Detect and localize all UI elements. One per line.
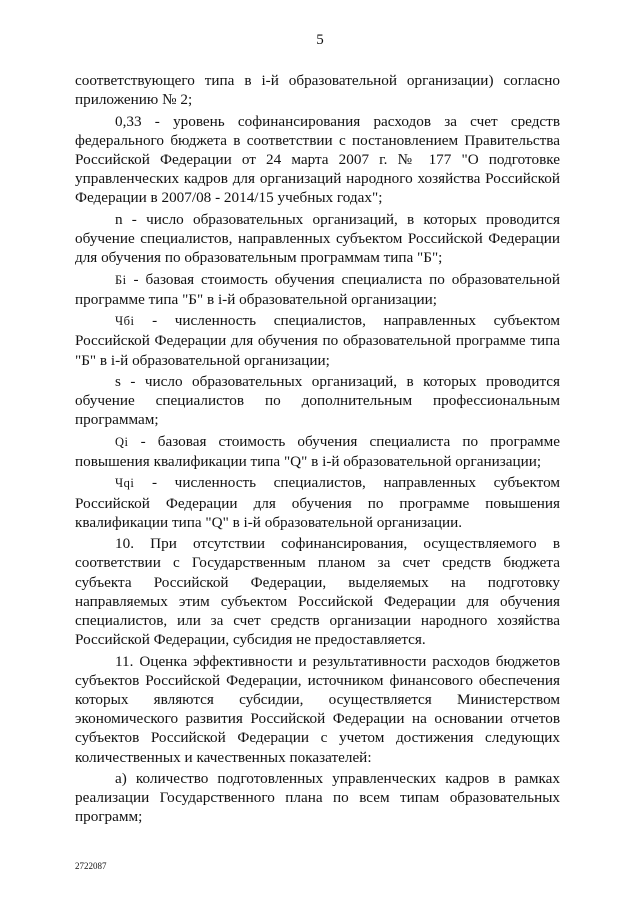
page-number: 5 [316, 32, 324, 48]
paragraph: 11. Оценка эффективности и результативности расходов бюджетов субъектов Российской Федерации, источником финансового обеспечения которых являются субсидии, осуществляется Министерством экономического развития Российской Федерации на основании отчетов субъектов Российской Федерации с учетом достижения следующих количественных и качественных показателей: [75, 652, 560, 766]
variable-symbol: Чбi [115, 314, 135, 329]
paragraph: s - число образовательных организаций, в которых проводится обучение специалистов по дополнительным профессиональным программам; [75, 372, 560, 429]
definition-paragraph: Чбi - численность специалистов, направленных субъектом Российской Федерации для обучения по образовательной программе типа "Б" в i-й образовательной организации; [75, 312, 560, 369]
definition-paragraph: Qi - базовая стоимость обучения специалиста по программе повышения квалификации типа "Q" в i-й образовательной организации; [75, 432, 560, 470]
paragraph: а) количество подготовленных управленческих кадров в рамках реализации Государственного плана по всем типам образовательных программ; [75, 769, 560, 826]
definition-paragraph: Чqi - численность специалистов, направленных субъектом Российской Федерации для обучения по программе повышения квалификации типа "Q" в i-й образовательной организации. [75, 474, 560, 531]
paragraph: 0,33 - уровень софинансирования расходов за счет средств федерального бюджета в соответствии с постановлением Правительства Российской Федерации от 24 марта 2007 г. № 177 "О подготовке управленческих кадров для организаций народного хозяйства Российской Федерации в 2007/08 - 2014/15 учебных годах"; [75, 112, 560, 207]
paragraph: n - число образовательных организаций, в которых проводится обучение специалистов, направленных субъектом Российской Федерации для обучения по образовательным программам типа "Б"; [75, 210, 560, 267]
variable-symbol: Чqi [115, 476, 135, 491]
paragraph: 10. При отсутствии софинансирования, осуществляемого в соответствии с Государственным планом за счет средств бюджета субъекта Российской Федерации, выделяемых на подготовку направляемых этим субъектом Российской Федерации для обучения специалистов, или за счет средств организации народного хозяйства Российской Федерации, субсидия не предоставляется. [75, 535, 560, 649]
paragraph: соответствующего типа в i-й образовательной организации) согласно приложению № 2; [75, 72, 560, 109]
definition-paragraph: Бi - базовая стоимость обучения специалиста по образовательной программе типа "Б" в i-й образовательной организации; [75, 270, 560, 308]
variable-symbol: Бi [115, 272, 127, 287]
document-body [75, 71, 560, 829]
document-code: 2722087 [75, 861, 107, 871]
variable-symbol: Qi [115, 434, 129, 449]
